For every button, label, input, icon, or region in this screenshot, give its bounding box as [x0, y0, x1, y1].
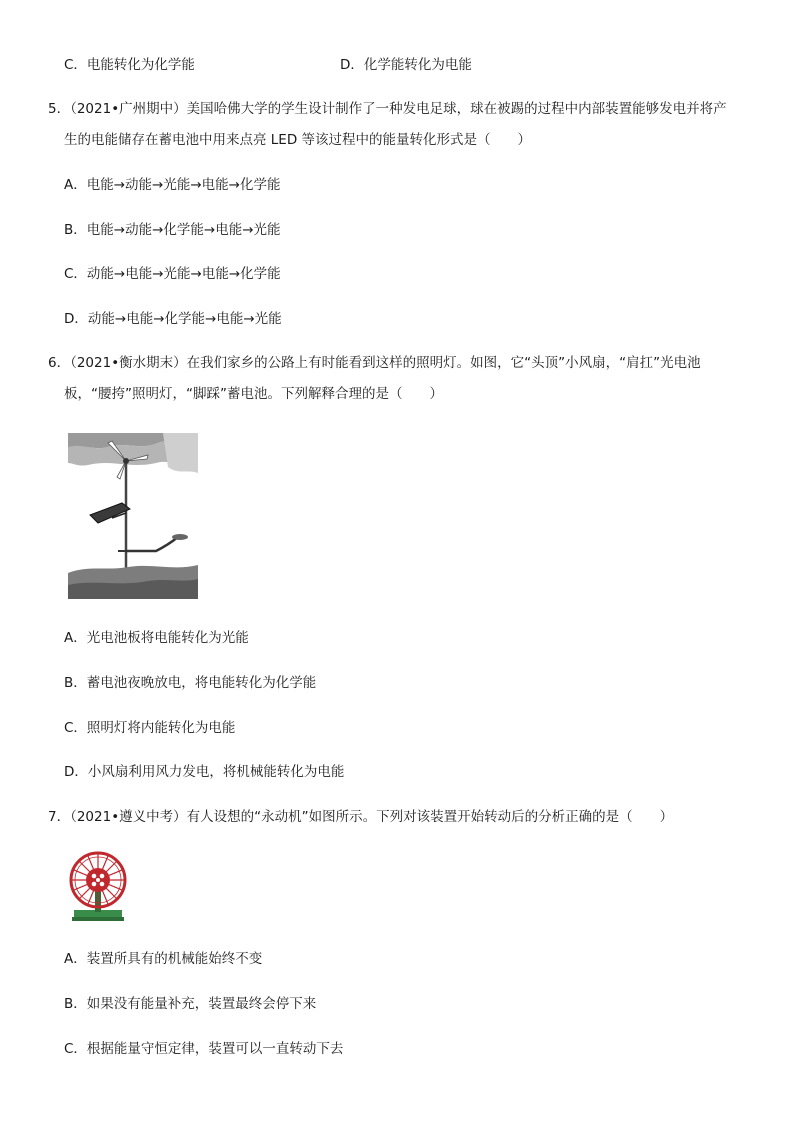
q4-option-c: C．电能转化为化学能	[64, 57, 195, 73]
q5-stem-line2: 生的电能储存在蓄电池中用来点亮 LED 等该过程中的能量转化形式是（ ）	[64, 132, 532, 148]
q7-option-a: A．装置所具有的机械能始终不变	[64, 951, 263, 967]
q4-option-d: D．化学能转化为电能	[340, 57, 472, 73]
q5-option-d: D．动能→电能→化学能→电能→光能	[64, 311, 282, 327]
q5-option-c: C．动能→电能→光能→电能→化学能	[64, 266, 281, 282]
q7-stem-line1: 7．（2021•遵义中考）有人设想的“永动机”如图所示。下列对该装置开始转动后的分析正确的是（ ）	[48, 809, 674, 825]
q6-stem-line2: 板，“腰挎”照明灯，“脚踩”蓄电池。下列解释合理的是（ ）	[64, 386, 443, 402]
lamp-head	[172, 534, 188, 540]
q6-option-a: A．光电池板将电能转化为光能	[64, 630, 249, 646]
q6-stem-line1: 6．（2021•衡水期末）在我们家乡的公路上有时能看到这样的照明灯。如图，它“头顶”小风扇，“肩扛”光电池	[48, 355, 701, 371]
q6-option-d: D．小风扇利用风力发电，将机械能转化为电能	[64, 764, 345, 780]
street-lamp-figure	[68, 433, 198, 599]
q7-option-b: B．如果没有能量补充，装置最终会停下来	[64, 996, 317, 1012]
q6-option-c: C．照明灯将内能转化为电能	[64, 720, 236, 736]
q7-option-c: C．根据能量守恒定律，装置可以一直转动下去	[64, 1041, 344, 1057]
perpetual-motion-figure	[68, 850, 128, 922]
q5-option-a: A．电能→动能→光能→电能→化学能	[64, 177, 281, 193]
q5-stem-line1: 5．（2021•广州期中）美国哈佛大学的学生设计制作了一种发电足球，球在被踢的过程中内部装置能够发电并将产	[48, 101, 727, 117]
q6-option-b: B．蓄电池夜晚放电，将电能转化为化学能	[64, 675, 317, 691]
q5-option-b: B．电能→动能→化学能→电能→光能	[64, 222, 281, 238]
